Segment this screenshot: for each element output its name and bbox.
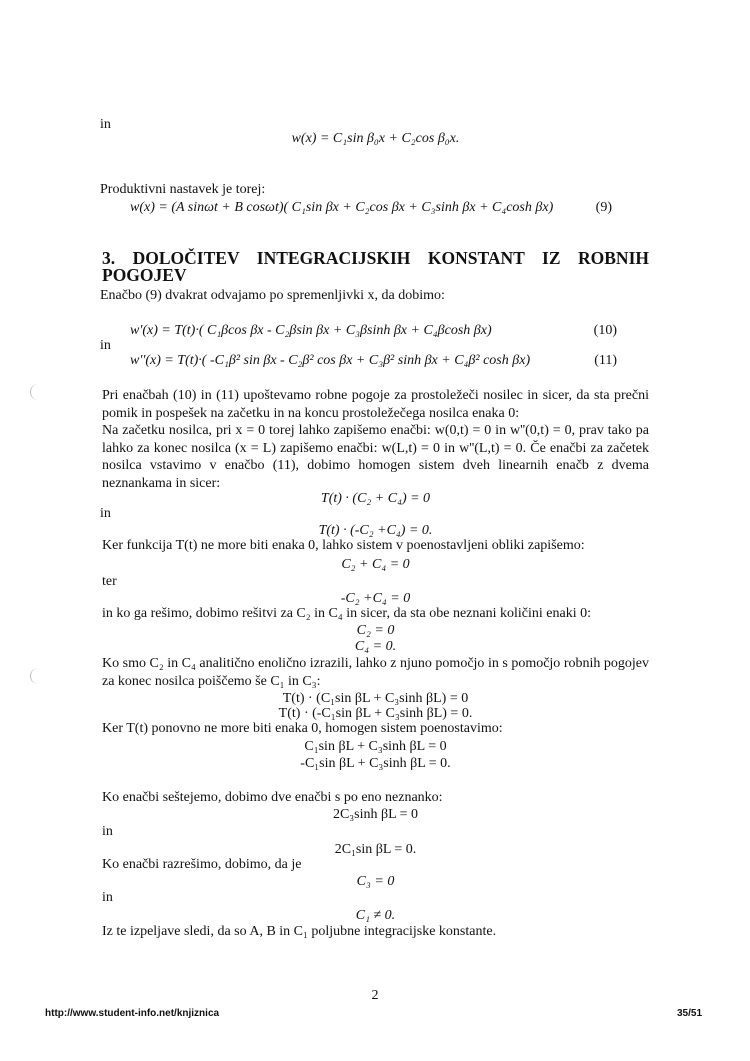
paragraph: Enačbo (9) dvakrat odvajamo po spremenljivki x, da dobimo:: [100, 288, 445, 303]
word-ter: ter: [102, 574, 117, 589]
equation: T(t) · (C₁sin βL + C₃sinh βL) = 0: [282, 691, 469, 706]
equation: T(t) · (-C₂ +C₄) = 0.: [318, 523, 433, 538]
paragraph: Na začetku nosilca, pri x = 0 torej lahko zapišemo enačbi: w(0,t) = 0 in w''(0,t) = 0, prav tako pa lahko za konec nosilca (x = L) zapišemo enačbi: w(L,t) = 0 in w''(L,t) = 0. Če enačbi za začetek nosilca vstavimo v enačbo (11), dobimo homogen sistem dveh linearnih enačb z dvema neznankama in sicer:: [102, 423, 649, 491]
paragraph: Pri enačbah (10) in (11) upoštevamo robne pogoje za prostoležeči nosilec in sicer, da sta prečni pomik in pospešek na začetku in na koncu prostoležečega nosilca enaka 0:: [102, 388, 649, 421]
equation: C₃ = 0: [356, 874, 395, 889]
section-heading-cont: POGOJEV: [102, 265, 187, 285]
word-in: in: [100, 338, 111, 353]
equation-10-row: [130, 322, 617, 339]
footer-url[interactable]: http://www.student-info.net/knjiznica: [45, 1008, 220, 1019]
equation: -C₁sin βL + C₃sinh βL = 0.: [300, 756, 451, 771]
equation: 2C₁sin βL = 0.: [334, 842, 417, 857]
equation: -C₂ +C₄ = 0: [340, 591, 411, 606]
equation-11: w''(x) = T(t)·( -C₁β² sin βx - C₂β² cos βx + C₃β² sinh βx + C₄β² cosh βx): [130, 353, 531, 368]
section-heading: 3. DOLOČITEV INTEGRACIJSKIH KONSTANT IZ ROBNIH: [102, 248, 649, 268]
paragraph: Ker funkcija T(t) ne more biti enaka 0, lahko sistem v poenostavljeni obliki zapišemo:: [102, 538, 585, 553]
equation: C₂ = 0: [356, 623, 395, 638]
equation: 2C₃sinh βL = 0: [332, 807, 419, 822]
equation-11-row: [130, 352, 617, 369]
paragraph: Ker T(t) ponovno ne more biti enaka 0, homogen sistem poenostavimo:: [102, 721, 503, 736]
word-in: in: [102, 824, 113, 839]
scan-mark: [30, 668, 43, 684]
word-in: in: [100, 117, 111, 132]
paragraph: in ko ga rešimo, dobimo rešitvi za C₂ in C₄ in sicer, da sta obe neznani količini enaki 0:: [102, 606, 591, 621]
equation: T(t) · (-C₁sin βL + C₃sinh βL) = 0.: [278, 706, 473, 721]
footer-page-count: 35/51: [677, 1008, 703, 1019]
equation: T(t) · (C₂ + C₄) = 0: [320, 491, 431, 506]
equation: C₁sin βL + C₃sinh βL = 0: [304, 739, 447, 754]
scan-mark: [30, 384, 43, 400]
equation-w: w(x) = C₁sin β₀x + C₂cos β₀x.: [291, 131, 460, 146]
paragraph: Iz te izpeljave sledi, da so A, B in C₁ poljubne integracijske konstante.: [102, 924, 497, 939]
paragraph: Ko enačbi razrešimo, dobimo, da je: [102, 857, 302, 872]
equation: C₄ = 0.: [354, 639, 397, 654]
equation: C₂ + C₄ = 0: [341, 557, 410, 572]
equation-10: w'(x) = T(t)·( C₁βcos βx - C₂βsin βx + C₃βsinh βx + C₄βcosh βx): [130, 323, 492, 338]
paragraph: Ko enačbi seštejemo, dobimo dve enačbi s po eno neznanko:: [102, 790, 443, 805]
equation-9: w(x) = (A sinωt + B cosωt)( C₁sin βx + C₂cos βx + C₃sinh βx + C₄cosh βx): [130, 200, 554, 215]
equation-9-row: [130, 199, 612, 216]
page-number: 2: [371, 988, 379, 1003]
word-in: in: [102, 890, 113, 905]
paragraph: Produktivni nastavek je torej:: [100, 182, 266, 197]
paragraph: Ko smo C₂ in C₄ analitično enolično izrazili, lahko z njuno pomočjo in s pomočjo robnih pogojev za konec nosilca poiščemo še C₁ in C₃:: [102, 656, 649, 689]
word-in: in: [100, 506, 111, 521]
equation-number: (9): [595, 200, 612, 215]
equation: C₁ ≠ 0.: [355, 908, 396, 923]
equation-number: (10): [593, 323, 617, 338]
equation-number: (11): [594, 353, 617, 368]
